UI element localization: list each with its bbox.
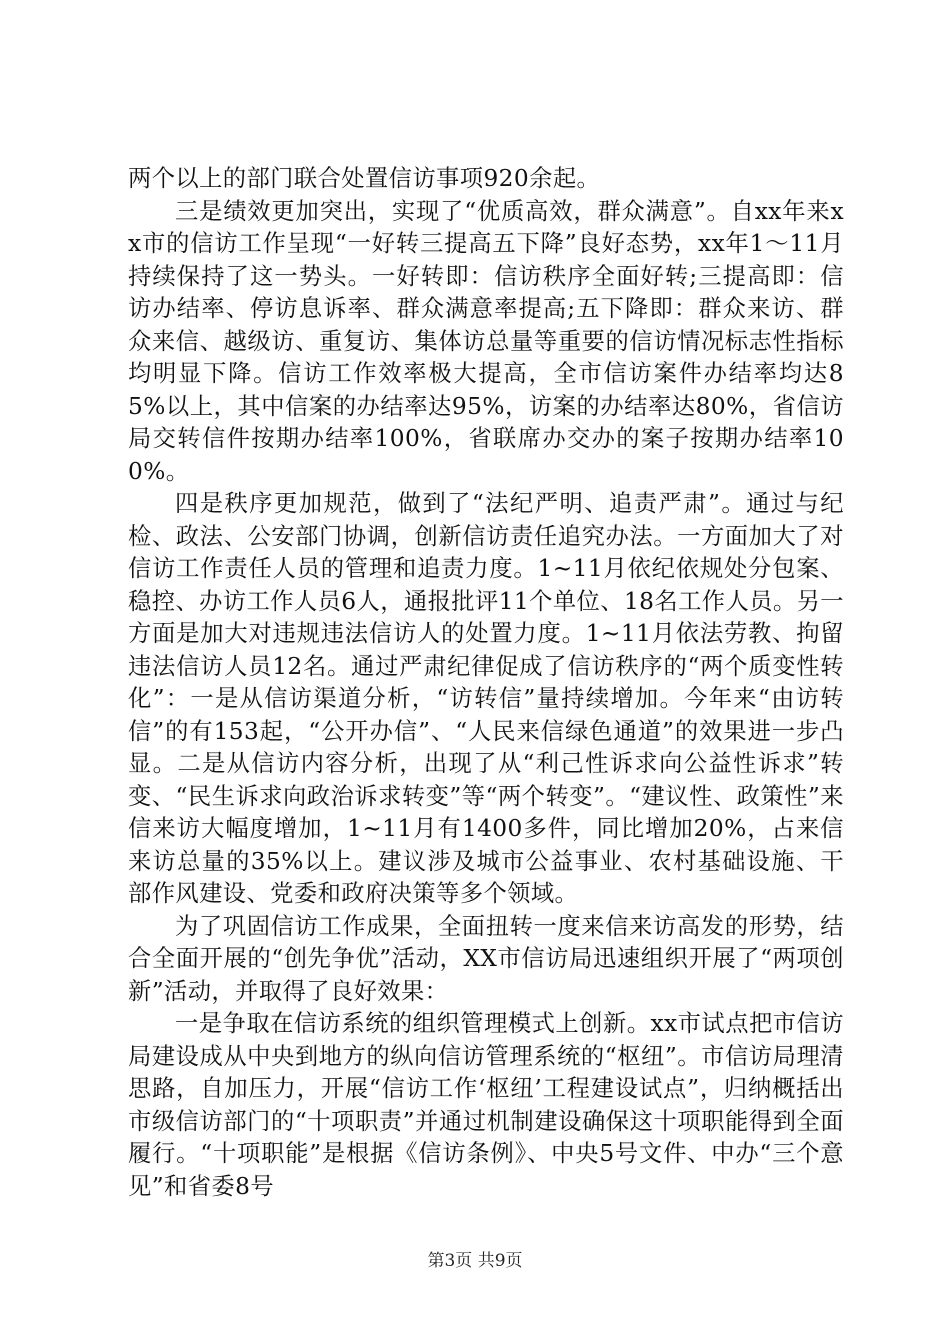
paragraph-4: 为了巩固信访工作成果，全面扭转一度来信来访高发的形势，结合全面开展的“创先争优”活动，XX市信访局迅速组织开展了“两项创新”活动，并取得了良好效果： [128, 912, 844, 1005]
paragraph-2: 三是绩效更加突出，实现了“优质高效，群众满意”。自xx年来xx市的信访工作呈现“一好转三提高五下降”良好态势，xx年1～11月持续保持了这一势头。一好转即：信访秩序全面好转;三提高即：信访办结率、停访息诉率、群众满意率提高;五下降即：群众来访、群众来信、越级访、重复访、集体访总量等重要的信访情况标志性指标均明显下降。信访工作效率极大提高，全市信访案件办结率均达85%以上，其中信案的办结率达95%，访案的办结率达80%，省信访局交转信件按期办结率100%，省联席办交办的案子按期办结率100%。 [128, 197, 844, 485]
page-footer [0, 1250, 950, 1272]
paragraph-1: 两个以上的部门联合处置信访事项920余起。 [128, 165, 601, 192]
paragraph-3: 四是秩序更加规范，做到了“法纪严明、追责严肃”。通过与纪检、政法、公安部门协调，创新信访责任追究办法。一方面加大了对信访工作责任人员的管理和追责力度。1~11月依纪依规处分包案、稳控、办访工作人员6人，通报批评11个单位、18名工作人员。另一方面是加大对违规违法信访人的处置力度。1~11月依法劳教、拘留违法信访人员12名。通过严肃纪律促成了信访秩序的“两个质变性转化”：一是从信访渠道分析，“访转信”量持续增加。今年来“由访转信”的有153起，“公开办信”、“人民来信绿色通道”的效果进一步凸显。二是从信访内容分析，出现了从“利己性诉求向公益性诉求”转变、“民生诉求向政治诉求转变”等“两个转变”。“建议性、政策性”来信来访大幅度增加，1~11月有1400多件，同比增加20%，占来信来访总量的35%以上。建议涉及城市公益事业、农村基础设施、干部作风建设、党委和政府决策等多个领域。 [128, 490, 844, 907]
page-number: 第3页 共9页 [427, 1251, 523, 1271]
paragraph-5: 一是争取在信访系统的组织管理模式上创新。xx市试点把市信访局建设成从中央到地方的纵向信访管理系统的“枢纽”。市信访局理清思路，自加压力，开展“信访工作‘枢纽’工程建设试点”，归纳概括出市级信访部门的“十项职责”并通过机制建设确保这十项职能得到全面履行。“十项职能”是根据《信访条例》、中央5号文件、中办“三个意见”和省委8号 [128, 1010, 844, 1200]
document-body [128, 163, 844, 1203]
